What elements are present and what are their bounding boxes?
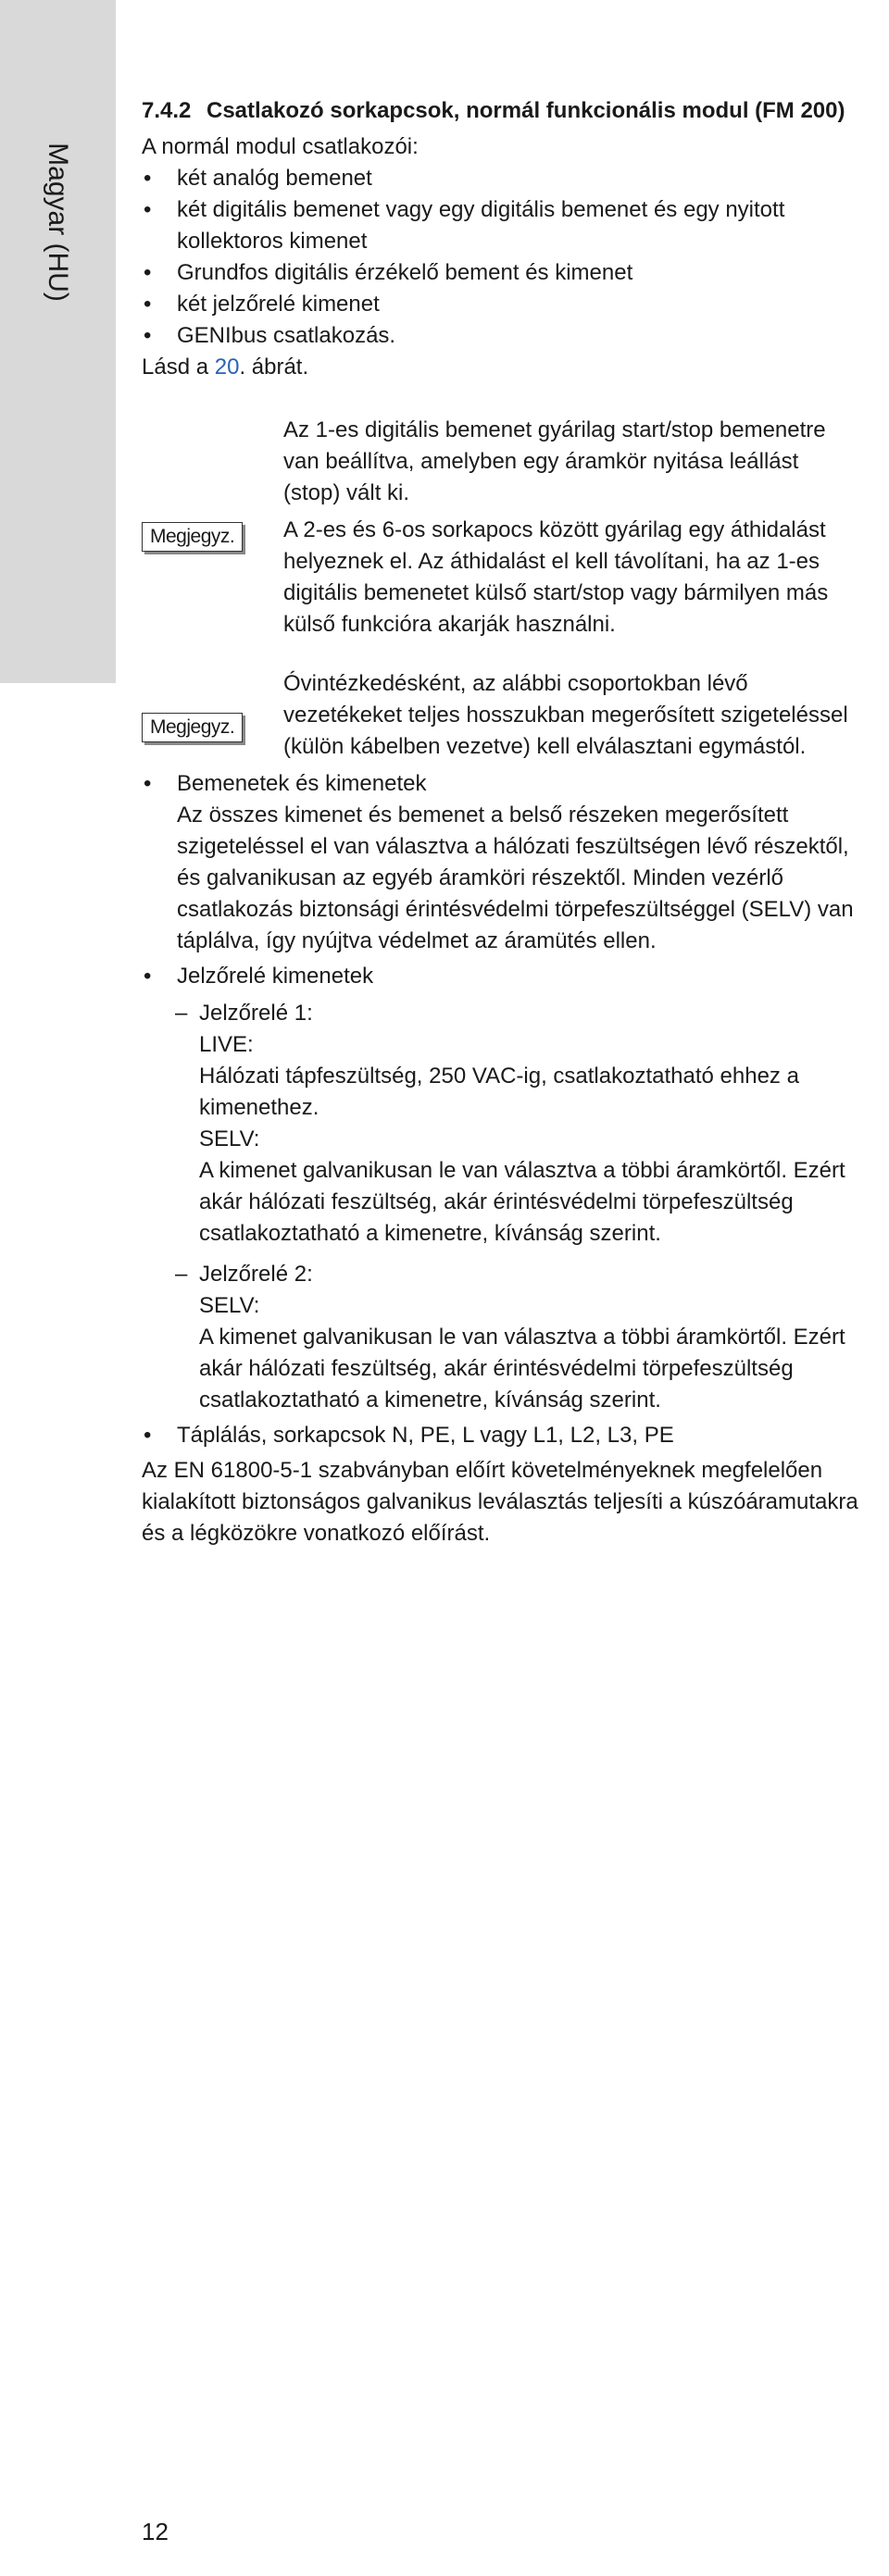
- see-figure-suffix: . ábrát.: [239, 355, 309, 380]
- relay-label: – Jelzőrelé 2:: [199, 1262, 313, 1287]
- list-item-inputs-outputs: [142, 768, 859, 957]
- figure-reference-link[interactable]: 20: [214, 355, 240, 380]
- selv-label: SELV:: [199, 1126, 260, 1151]
- item-title: • Jelzőrelé kimenetek: [177, 964, 374, 989]
- see-figure-text: [142, 352, 859, 383]
- list-item: • két analóg bemenet: [142, 163, 859, 194]
- relay-2-item: [142, 1259, 859, 1416]
- list-item: • Grundfos digitális érzékelő bement és kimenet: [142, 257, 859, 289]
- note-badge: Megjegyz.: [142, 713, 243, 742]
- list-item-supply: [142, 1420, 859, 1451]
- section-number: 7.4.2: [142, 98, 192, 123]
- relay-1-item: [142, 998, 859, 1250]
- item-title: • Bemenetek és kimenetek: [177, 771, 427, 796]
- page-number: 12: [142, 2518, 169, 2545]
- relay-label: – Jelzőrelé 1:: [199, 1001, 313, 1026]
- selv-text: A kimenet galvanikusan le van választva a többi áramkörtől. Ezért akár hálózati feszültség, akár érintésvédelmi törpefeszültség csatlakoztatható a kimenetre, kívánság szerint.: [199, 1158, 845, 1246]
- list-item-relay-outputs: [142, 961, 859, 1416]
- note-block-2: [142, 668, 859, 763]
- see-figure-prefix: Lásd a: [142, 355, 215, 380]
- closing-text: Az EN 61800-5-1 szabványban előírt követelményeknek megfelelően kialakított biztonságos galvanikus leválasztás teljesíti a kúszóáramutakra és a légközökre vonatkozó előírást.: [142, 1458, 858, 1546]
- connector-list: [142, 163, 859, 352]
- selv-label: SELV:: [199, 1293, 260, 1318]
- list-item: • két digitális bemenet vagy egy digitális bemenet és egy nyitott kollektoros kimenet: [142, 194, 859, 257]
- note-block-1: [142, 415, 859, 641]
- live-text: Hálózati tápfeszültség, 250 VAC-ig, csatlakoztatható ehhez a kimenethez.: [199, 1064, 799, 1120]
- item-title: • Táplálás, sorkapcsok N, PE, L vagy L1, L2, L3, PE: [177, 1423, 674, 1448]
- note-badge: Megjegyz.: [142, 522, 243, 552]
- selv-text: A kimenet galvanikusan le van választva a többi áramkörtől. Ezért akár hálózati feszültség, akár érintésvédelmi törpefeszültség csatlakoztatható a kimenetre, kívánság szerint.: [199, 1325, 845, 1412]
- language-label: Magyar (HU): [43, 143, 73, 302]
- section-heading: [142, 96, 859, 126]
- language-sidebar: [0, 0, 116, 683]
- note-paragraph: Az 1-es digitális bemenet gyárilag start/stop bemenetre van beállítva, amelyben egy áramkör nyitása leállást (stop) vált ki.: [283, 417, 826, 505]
- list-item: • két jelzőrelé kimenet: [142, 289, 859, 320]
- wiring-groups-list: [142, 768, 859, 1451]
- relay-list: [142, 998, 859, 1416]
- item-text: Az összes kimenet és bemenet a belső részeken megerősített szigeteléssel el van választva a hálózati feszültségen lévő részektől, és galvanikusan az egyéb áramköri részektől. Minden vezérlő csatlakozás biztonsági érintésvédelmi törpefeszültséggel (SELV) van táplálva, így nyújtva védelmet az áramütés ellen.: [177, 803, 854, 953]
- note-paragraph: A 2-es és 6-os sorkapocs között gyárilag egy áthidalást helyeznek el. Az áthidalást el kell távolítani, ha az 1-es digitális bemenetet külső start/stop vagy bármilyen más külső funkcióra akarják használni.: [283, 517, 829, 637]
- page-content: [142, 96, 859, 1549]
- list-item: • GENIbus csatlakozás.: [142, 320, 859, 352]
- section-title: Csatlakozó sorkapcsok, normál funkcionális modul (FM 200): [207, 98, 845, 123]
- live-label: LIVE:: [199, 1032, 254, 1057]
- intro-text: A normál modul csatlakozói:: [142, 134, 419, 159]
- note-paragraph: Óvintézkedésként, az alábbi csoportokban lévő vezetékeket teljes hosszukban megerősített szigeteléssel (külön kábelben vezetve) kell elválasztani egymástól.: [283, 671, 848, 759]
